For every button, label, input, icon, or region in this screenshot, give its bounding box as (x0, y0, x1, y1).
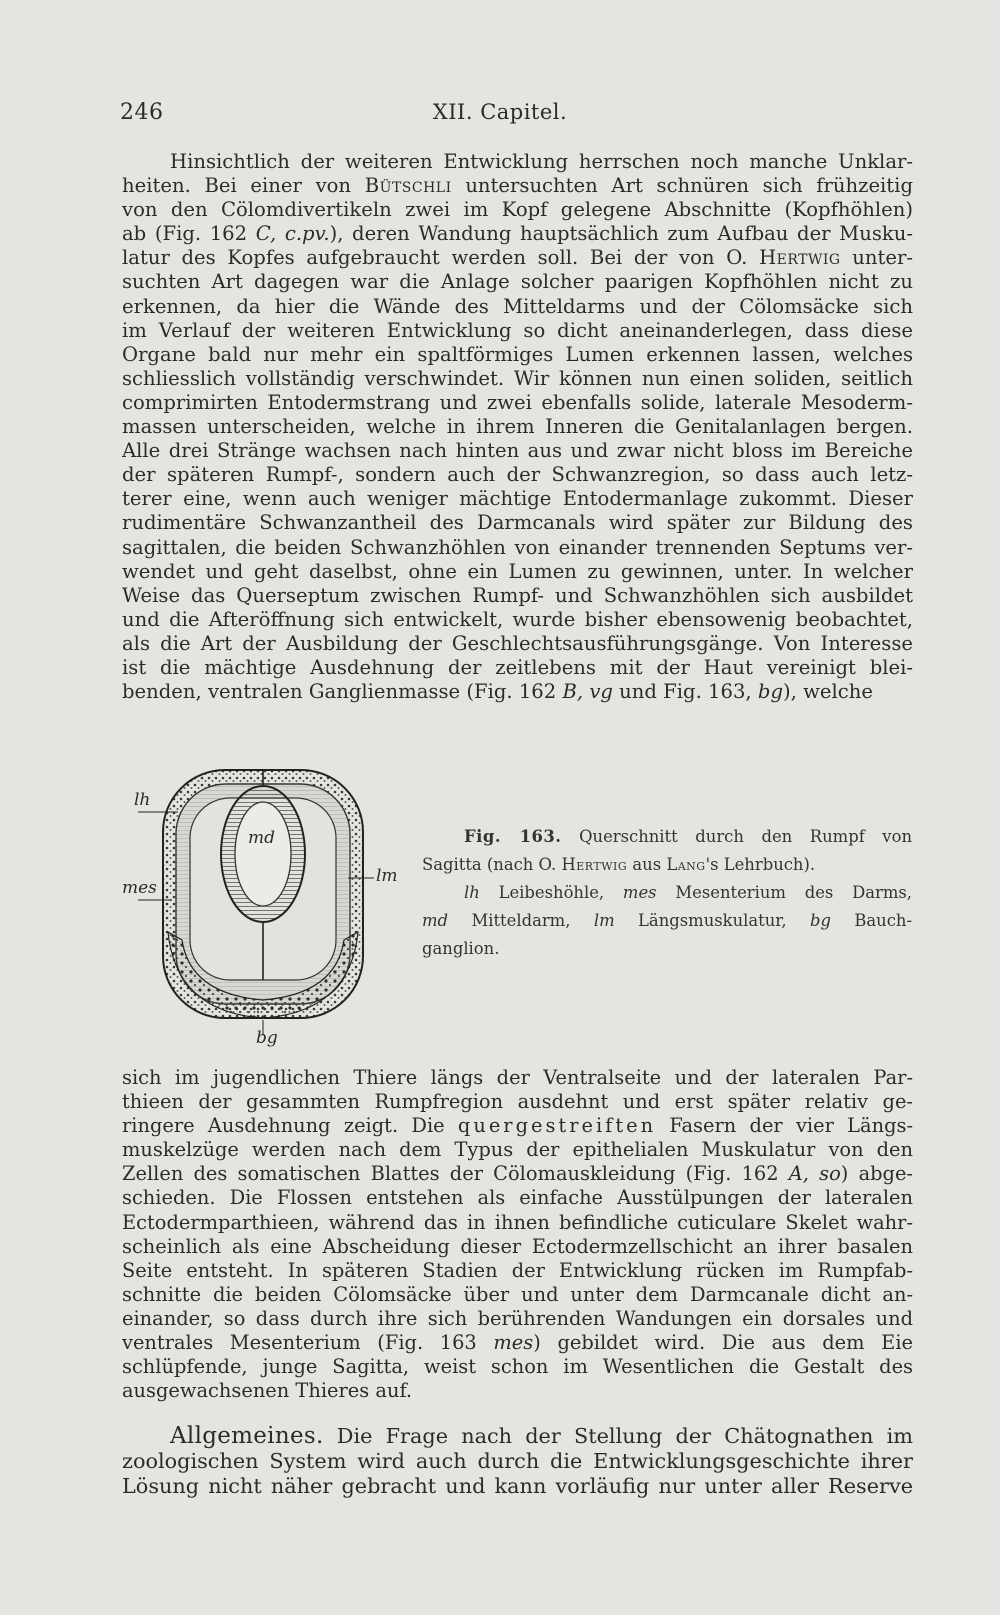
italic-reference: A, so (788, 1162, 841, 1186)
text-run: Die Frage nach der Stellung der Chätognathen im (323, 1424, 913, 1448)
label-md: md (248, 828, 276, 848)
text-line (122, 150, 913, 174)
text-line (122, 584, 913, 608)
text-line (122, 487, 913, 511)
label-lm: lm (376, 866, 398, 886)
spaced-emphasis: quergestreiften (457, 1114, 657, 1138)
text-line (122, 1474, 913, 1499)
paragraph-continued-after-figure (122, 1066, 913, 1403)
italic-reference: mes (493, 1331, 534, 1355)
page-number: 246 (120, 100, 164, 125)
text-run: ) abge- (840, 1162, 913, 1186)
text-run: scheinlich als eine Abscheidung dieser Ectodermzellschicht an ihrer basalen (122, 1234, 913, 1258)
text-line (122, 1138, 913, 1162)
text-line (122, 367, 913, 391)
caption-line (422, 823, 912, 851)
italic-reference: B, vg (562, 680, 613, 704)
text-line (122, 1424, 913, 1449)
text-run: Mitteldarm, (448, 911, 594, 930)
text-line (122, 174, 913, 198)
text-line (122, 680, 913, 704)
text-line (122, 198, 913, 222)
text-run: einander, so dass durch ihre sich berührenden Wandungen ein dorsales und (122, 1306, 913, 1330)
text-line (122, 343, 913, 367)
text-line (122, 1114, 913, 1138)
text-line (122, 1211, 913, 1235)
small-caps-name: Hertwig (759, 246, 841, 270)
text-run: ganglion. (422, 939, 500, 958)
text-line (122, 1331, 913, 1355)
label-bg: bg (256, 1028, 278, 1048)
text-line (122, 439, 913, 463)
text-run: schnitte die beiden Cölomsäcke über und unter dem Darmcanale dicht an- (122, 1282, 913, 1306)
sagitta-cross-section-drawing (116, 762, 416, 1052)
text-run: thieen der gesammten Rumpfregion ausdehnt und erst später relativ ge- (122, 1090, 913, 1114)
italic-reference: lh (464, 883, 480, 902)
text-line (122, 1162, 913, 1186)
text-run: der späteren Rumpf-, sondern auch der Schwanzregion, so dass auch letz- (122, 463, 913, 487)
text-run: ringere Ausdehnung zeigt. Die (122, 1114, 458, 1138)
text-run: ventrales Mesenterium (Fig. 163 (122, 1331, 494, 1355)
text-line (122, 536, 913, 560)
text-line (122, 295, 913, 319)
text-run: terer eine, wenn auch weniger mächtige Entodermanlage zukommt. Dieser (122, 487, 913, 511)
italic-reference: bg (809, 911, 831, 930)
italic-reference: C, c.pv. (255, 222, 330, 246)
figure-number: Fig. 163. (464, 827, 562, 846)
text-run: zoologischen System wird auch durch die Entwicklungsgeschichte ihrer (122, 1449, 913, 1473)
text-line (122, 319, 913, 343)
text-run: wendet und geht daselbst, ohne ein Lumen zu gewinnen, unter. In welcher (122, 559, 913, 583)
text-line (122, 632, 913, 656)
text-line (122, 656, 913, 680)
midgut-lumen (235, 802, 291, 906)
small-caps-name: Hertwig (561, 855, 628, 874)
text-run: als die Art der Ausbildung der Geschlechtsausführungsgänge. Von Interesse (122, 631, 913, 655)
italic-reference: md (422, 911, 449, 930)
text-run: Hinsichtlich der weiteren Entwicklung herrschen noch manche Unklar- (170, 150, 913, 173)
text-run: ab (Fig. 162 (122, 222, 256, 246)
paragraph-allgemeines (122, 1424, 913, 1499)
text-run: ), deren Wandung hauptsächlich zum Aufbau der Musku- (329, 222, 913, 246)
text-run: comprimirten Entodermstrang und zwei ebenfalls solide, laterale Mesoderm- (122, 390, 913, 414)
label-mes: mes (122, 878, 157, 898)
text-line (122, 511, 913, 535)
text-run: ), welche (783, 680, 873, 704)
text-line (122, 222, 913, 246)
text-line (122, 463, 913, 487)
text-line (122, 1449, 913, 1474)
text-run: schieden. Die Flossen entstehen als einfache Ausstülpungen der lateralen (122, 1186, 913, 1210)
text-run: Mesenterium des Darms, (656, 883, 912, 902)
section-heading: Allgemeines. (170, 1424, 324, 1449)
text-line (122, 391, 913, 415)
text-run: sagittalen, die beiden Schwanzhöhlen von einander trennenden Septums ver- (122, 535, 913, 559)
text-run: und Fig. 163, (612, 680, 758, 704)
text-line (122, 1283, 913, 1307)
text-run: Ectodermparthieen, während das in ihnen befindliche cuticulare Skelet wahr- (122, 1210, 913, 1234)
text-run: Bauch- (830, 911, 912, 930)
text-run: von den Cölomdivertikeln zwei im Kopf gelegene Abschnitte (Kopfhöhlen) (122, 198, 913, 222)
text-line (122, 1186, 913, 1210)
caption-line (422, 907, 912, 935)
text-run: sich im jugendlichen Thiere längs der Ventralseite und der lateralen Par- (122, 1066, 913, 1089)
text-run: unter- (840, 246, 913, 270)
text-run: ) gebildet wird. Die aus dem Eie (533, 1331, 913, 1355)
caption-line (422, 935, 912, 963)
text-run: heiten. Bei einer von (122, 174, 365, 198)
text-run: Alle drei Stränge wachsen nach hinten aus und zwar nicht bloss im Bereiche (122, 439, 913, 463)
paragraph-continued (122, 150, 913, 704)
text-run: untersuchten Art schnüren sich frühzeitig (451, 174, 913, 198)
label-lh: lh (134, 790, 151, 810)
text-run: massen unterscheiden, welche in ihrem Inneren die Genitalanlagen bergen. (122, 415, 913, 439)
text-line (122, 415, 913, 439)
text-run: muskelzüge werden nach dem Typus der epithelialen Muskulatur von den (122, 1138, 913, 1162)
italic-reference: mes (622, 883, 657, 902)
small-caps-name: Lang (666, 855, 706, 874)
text-line (122, 1090, 913, 1114)
text-run: suchten Art dagegen war die Anlage solcher paarigen Kopfhöhlen nicht zu (122, 270, 913, 294)
caption-line (422, 879, 912, 907)
text-run: Weise das Querseptum zwischen Rumpf- und Schwanzhöhlen sich ausbildet (122, 583, 913, 607)
text-line (122, 1307, 913, 1331)
text-run: ist die mächtige Ausdehnung der zeitlebens mit der Haut vereinigt blei- (122, 655, 913, 679)
text-line (122, 246, 913, 270)
text-run: und die Afteröffnung sich entwickelt, wurde bisher ebensowenig beobachtet, (122, 607, 913, 631)
text-run: Leibeshöhle, (479, 883, 623, 902)
text-run: Zellen des somatischen Blattes der Cölomauskleidung (Fig. 162 (122, 1162, 789, 1186)
text-run: Seite entsteht. In späteren Stadien der Entwicklung rücken im Rumpfab- (122, 1258, 913, 1282)
text-run: rudimentäre Schwanzantheil des Darmcanals wird später zur Bildung des (122, 511, 913, 535)
italic-reference: bg (757, 680, 783, 704)
text-line (122, 560, 913, 584)
text-run: im Verlauf der weiteren Entwicklung so dicht aneinanderlegen, dass diese (122, 318, 913, 342)
text-run: ausgewachsenen Thieres auf. (122, 1379, 413, 1403)
text-run: latur des Kopfes aufgebraucht werden soll. Bei der von O. (122, 246, 760, 270)
text-run: aus (627, 855, 667, 874)
text-line (122, 1066, 913, 1090)
small-caps-name: Bütschli (364, 174, 452, 198)
text-run: benden, ventralen Ganglienmasse (Fig. 162 (122, 680, 563, 704)
text-line (122, 1259, 913, 1283)
text-run: schlüpfende, junge Sagitta, weist schon im Wesentlichen die Gestalt des (122, 1355, 913, 1379)
text-line (122, 608, 913, 632)
text-line (122, 270, 913, 294)
text-line (122, 1355, 913, 1379)
text-run: Lösung nicht näher gebracht und kann vorläufig nur unter aller Reserve (122, 1474, 913, 1498)
text-run: erkennen, da hier die Wände des Mitteldarms und der Cölomsäcke sich (122, 294, 913, 318)
text-line (122, 1379, 913, 1403)
figure-163-cross-section (116, 762, 416, 1052)
text-run: Sagitta (nach O. (422, 855, 562, 874)
figure-caption (422, 823, 912, 963)
text-run: 's Lehrbuch). (705, 855, 816, 874)
italic-reference: lm (593, 911, 615, 930)
text-run: Fasern der vier Längs- (656, 1114, 913, 1138)
text-run: Querschnitt durch den Rumpf von (561, 827, 912, 846)
running-head: XII. Capitel. (432, 100, 568, 124)
text-run: Längsmuskulatur, (614, 911, 810, 930)
text-run: schliesslich vollständig verschwindet. Wir können nun einen soliden, seitlich (122, 366, 913, 390)
caption-line (422, 851, 912, 879)
text-run: Organe bald nur mehr ein spaltförmiges Lumen erkennen lassen, welches (122, 342, 913, 366)
text-line (122, 1235, 913, 1259)
